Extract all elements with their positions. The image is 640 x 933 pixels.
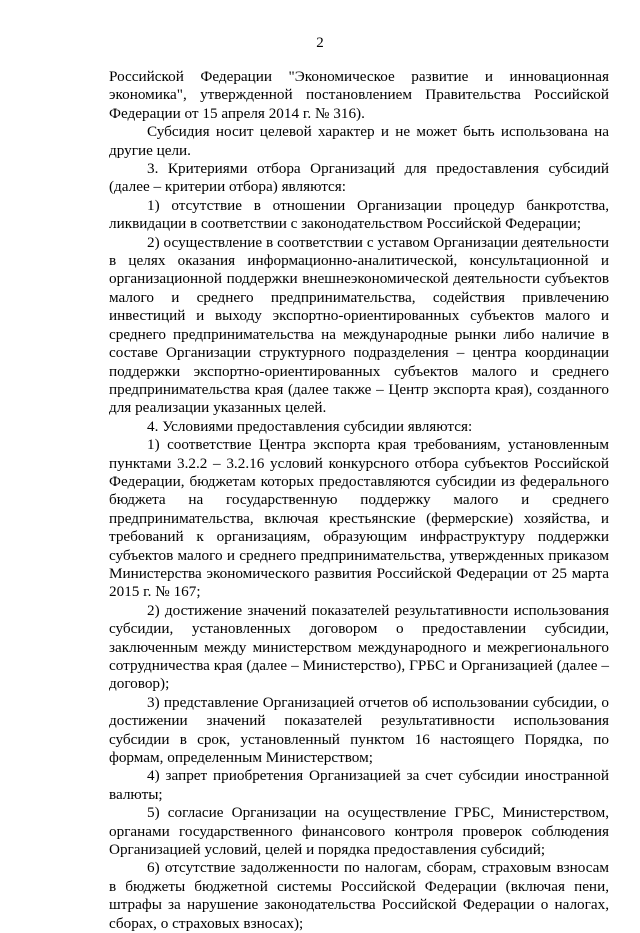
paragraph-condition-3: 3) представление Организацией отчетов об использовании субсидии, о достижении значений показателей результативности использования субсидии в срок, установленный пунктом 16 настоящего Порядка, по формам, определенным Министерством; (109, 693, 609, 767)
paragraph-condition-1: 1) соответствие Центра экспорта края требованиям, установленным пунктами 3.2.2 – 3.2.16 условий конкурсного отбора субъектов Российской Федерации, бюджетам которых предоставляются субсидии из федерального бюджета на государственную поддержку малого и среднего предпринимательства, включая крестьянские (фермерские) хозяйства, и требований к организациям, образующим инфраструктуру поддержки субъектов малого и среднего предпринимательства, утвержденных приказом Министерства экономического развития Российской Федерации от 25 марта 2015 г. № 167; (109, 436, 609, 601)
paragraph-condition-2: 2) достижение значений показателей результативности использования субсидии, установленных договором о предоставлении субсидии, заключенным между министерством международного и межрегионального сотрудничества края (далее – Министерство), ГРБС и Организацией (далее – договор); (109, 601, 609, 693)
paragraph-program-reference: Российской Федерации "Экономическое развитие и инновационная экономика", утвержденной постановлением Правительства Российской Федерации от 15 апреля 2014 г. № 316). (109, 68, 609, 122)
paragraph-selection-criteria-heading: 3. Критериями отбора Организаций для предоставления субсидий (далее – критерии отбора) являются: (109, 160, 609, 196)
paragraph-conditions-heading: 4. Условиями предоставления субсидии являются: (147, 417, 473, 435)
paragraph-subsidy-purpose: Субсидия носит целевой характер и не может быть использована на другие цели. (109, 123, 609, 159)
page-number: 2 (316, 35, 324, 51)
paragraph-condition-6: 6) отсутствие задолженности по налогам, сборам, страховым взносам в бюджеты бюджетной системы Российской Федерации (включая пени, штрафы за нарушение законодательства Российской Федерации о налогах, сборах, о страховых взносах); (109, 859, 609, 932)
paragraph-criterion-1: 1) отсутствие в отношении Организации процедур банкротства, ликвидации в соответствии с законодательством Российской Федерации; (109, 196, 609, 233)
document-body (109, 68, 609, 933)
paragraph-condition-4: 4) запрет приобретения Организацией за счет субсидии иностранной валюты; (109, 767, 609, 803)
paragraph-condition-5: 5) согласие Организации на осуществление ГРБС, Министерством, органами государственного финансового контроля проверок соблюдения Организацией условий, целей и порядка предоставления субсидий; (109, 804, 609, 859)
paragraph-criterion-2: 2) осуществление в соответствии с уставом Организации деятельности в целях оказания информационно-аналитической, консультационной и организационной поддержки внешнеэкономической деятельности субъектов малого и среднего предпринимательства, содействия привлечению инвестиций и выходу экспортно-ориентированных субъектов малого и среднего предпринимательства на международные рынки либо наличие в составе Организации структурного подразделения – центра координации поддержки экспортно-ориентированных субъектов малого и среднего предпринимательства края (далее также – Центр экспорта края), созданного для реализации указанных целей. (109, 233, 609, 417)
